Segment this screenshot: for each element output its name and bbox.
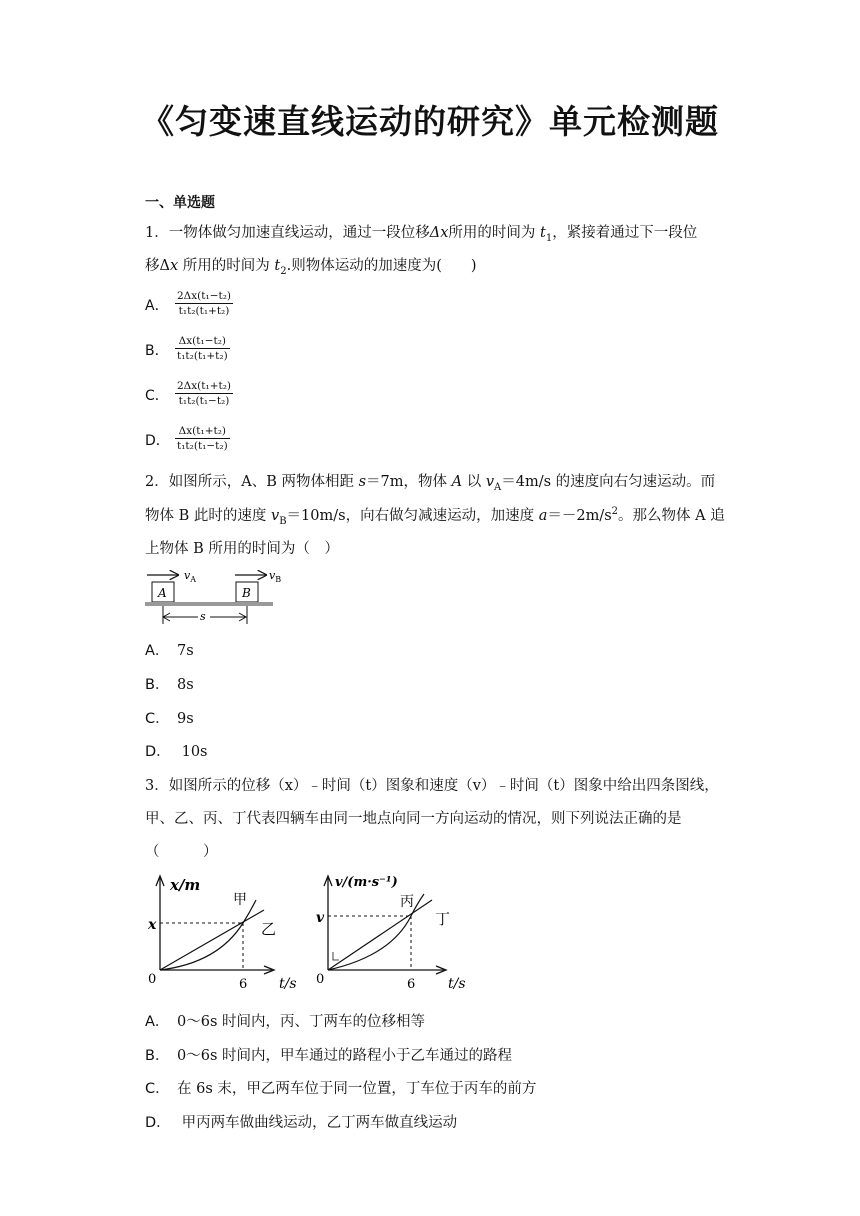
q2-stem-line2: 物体 B 此时的速度 $v_B=10m/s$，向右做匀减速运动，加速度 $a=-2m/s^2$。那么物体 A 追 (145, 506, 725, 527)
q2-option-a: A． 7s (145, 643, 194, 659)
label-vb: $v_B$ (269, 569, 282, 584)
xt-y-label: x/m (170, 876, 201, 894)
q3-xt-graph (140, 868, 310, 996)
page-title: 《匀变速直线运动的研究》单元检测题 (141, 102, 719, 141)
q2-option-d: D． 10s (145, 744, 208, 760)
q1-stem-line2: 移Δx 所用的时间为 $t_2$.则物体运动的加速度为( ) (145, 258, 477, 277)
vt-y-label: v/(m·s⁻¹) (335, 875, 398, 890)
q2-figure-diagram (142, 562, 282, 628)
distance-label: s (200, 610, 206, 623)
q1-option-a-fraction: $\frac{\text{2Δx(t₁−t₂)}}{\text{t₁t₂(t₁+t₂)}}$ (177, 290, 232, 317)
xt-x-tick: 6 (239, 977, 248, 992)
q3-vt-graph (306, 868, 481, 996)
q1-option-d-fraction: $\frac{\text{Δx(t₁+t₂)}}{\text{t₁t₂(t₁−t₂)}}$ (177, 425, 228, 452)
q3-stem-line1: 3．如图所示的位移（x）﹣时间（t）图象和速度（v）﹣时间（t）图象中给出四条图线， (145, 778, 719, 794)
xt-label-jia: 甲 (233, 892, 247, 908)
xt-curve-jia (160, 900, 256, 970)
q3-stem-line2: 甲、乙、丙、丁代表四辆车由同一地点向同一方向运动的情况，则下列说法正确的是 (145, 811, 682, 827)
vt-x-label: t/s (448, 976, 466, 992)
q3-option-d: D． 甲丙两车做曲线运动，乙丁两车做直线运动 (145, 1115, 458, 1131)
q3-stem-line3: （ ） (145, 844, 218, 860)
q3-option-a: A． 0～6s 时间内，丙、丁两车的位移相等 (145, 1014, 425, 1030)
vt-label-ding: 丁 (435, 910, 451, 928)
q1-stem-line1: 1．一物体做匀加速直线运动，通过一段位移Δx所用的时间为 $t_1$，紧接着通过下一段位 (145, 225, 698, 244)
section-heading: 一、单选题 (145, 195, 215, 211)
q1-option-c-fraction: $\frac{\text{2Δx(t₁+t₂)}}{\text{t₁t₂(t₁−t₂)}}$ (177, 380, 232, 407)
xt-origin: 0 (148, 972, 157, 987)
xt-label-yi: 乙 (261, 920, 277, 938)
label-va: $v_A$ (184, 569, 196, 584)
q1-option-a-label: A． (145, 298, 169, 314)
xt-y-tick: x (148, 917, 157, 933)
q2-option-b: B． 8s (145, 677, 194, 693)
xt-line-yi (160, 910, 264, 970)
q3-option-b: B． 0～6s 时间内，甲车通过的路程小于乙车通过的路程 (145, 1048, 512, 1064)
q2-stem-line3: 上物体 B 所用的时间为（ ） (145, 541, 339, 557)
vt-origin: 0 (316, 972, 325, 987)
q1-option-d-label: D． (145, 433, 170, 449)
vt-x-tick: 6 (407, 977, 416, 992)
vt-line-bing (328, 900, 432, 970)
q1-option-c-label: C． (145, 388, 169, 404)
vt-label-bing: 丙 (400, 894, 414, 910)
ground-surface (145, 602, 273, 606)
q2-option-c: C． 9s (145, 711, 194, 727)
block-a-letter: A (158, 586, 167, 600)
q1-option-b-fraction: $\frac{\text{Δx(t₁−t₂)}}{\text{t₁t₂(t₁+t₂)}}$ (177, 335, 228, 362)
q2-stem-line1: 2．如图所示，A、B 两物体相距 s＝7m，物体 A 以 $v_A=4m/s$ 的速度向右匀速运动。而 (145, 474, 716, 493)
vt-y-tick: v (316, 910, 325, 926)
q3-option-c: C． 在 6s 末，甲乙两车位于同一位置，丁车位于丙车的前方 (145, 1081, 537, 1097)
xt-x-label: t/s (279, 976, 297, 992)
block-b-letter: B (242, 586, 251, 600)
q1-option-b-label: B． (145, 343, 169, 359)
